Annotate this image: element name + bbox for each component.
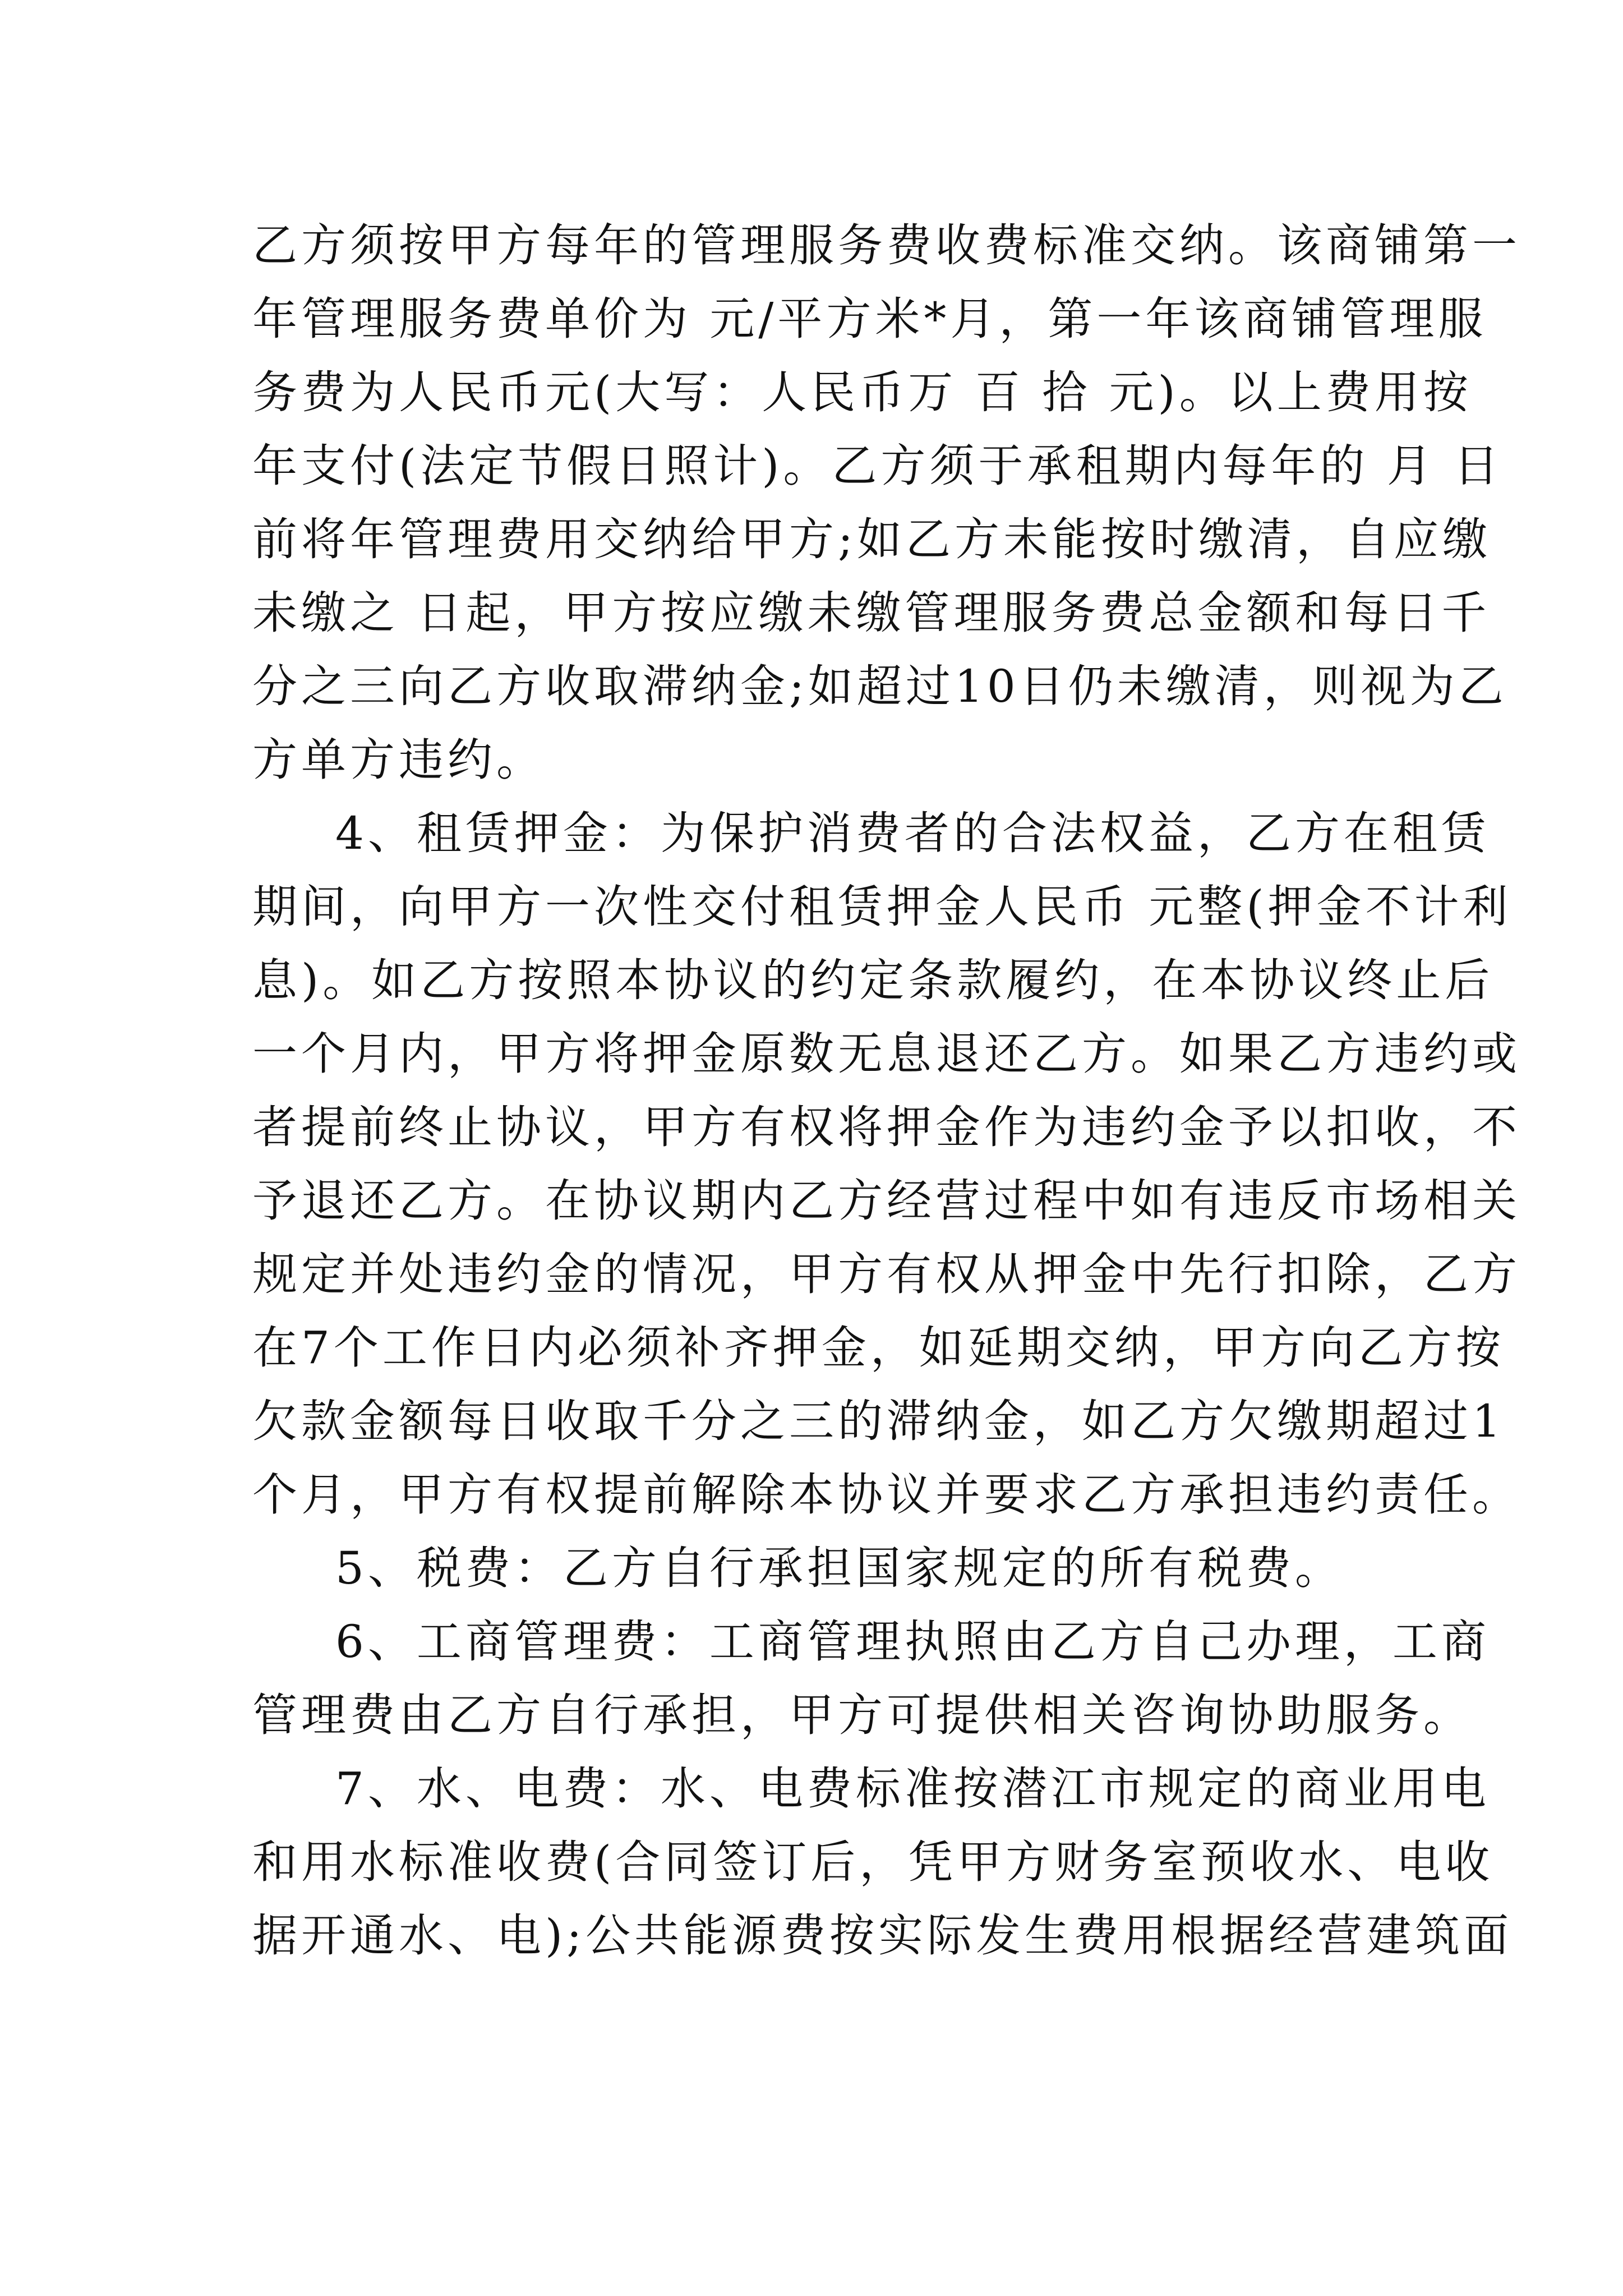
paragraph-line: 年支付(法定节假日照计)。乙方须于承租期内每年的 月 日 — [252, 440, 1503, 492]
paragraph-line: 欠款金额每日收取千分之三的滞纳金，如乙方欠缴期超过1 — [252, 1395, 1505, 1447]
paragraph-line: 6、工商管理费：工商管理执照由乙方自己办理，工商 — [335, 1616, 1490, 1668]
paragraph-line: 据开通水、电);公共能源费按实际发生费用根据经营建筑面 — [252, 1910, 1513, 1962]
paragraph-line: 务费为人民币元(大写：人民币万 百 拾 元)。以上费用按 — [252, 366, 1472, 418]
paragraph-line: 规定并处违约金的情况，甲方有权从押金中先行扣除，乙方 — [252, 1248, 1521, 1300]
paragraph-line: 未缴之 日起，甲方按应缴未缴管理服务费总金额和每日千 — [252, 587, 1491, 639]
paragraph-line: 前将年管理费用交纳给甲方;如乙方未能按时缴清，自应缴 — [252, 513, 1491, 565]
paragraph-line: 个月，甲方有权提前解除本协议并要求乙方承担违约责任。 — [252, 1469, 1521, 1521]
paragraph-line: 和用水标准收费(合同签订后，凭甲方财务室预收水、电收 — [252, 1836, 1494, 1888]
paragraph-line: 在7个工作日内必须补齐押金，如延期交纳，甲方向乙方按 — [252, 1322, 1505, 1374]
paragraph-line: 5、税费：乙方自行承担国家规定的所有税费。 — [335, 1542, 1344, 1594]
paragraph-line: 4、租赁押金：为保护消费者的合法权益，乙方在租赁 — [335, 807, 1490, 859]
paragraph-line: 乙方须按甲方每年的管理服务费收费标准交纳。该商铺第一 — [252, 219, 1521, 272]
paragraph-line: 一个月内，甲方将押金原数无息退还乙方。如果乙方违约或 — [252, 1028, 1521, 1080]
paragraph-line: 予退还乙方。在协议期内乙方经营过程中如有违反市场相关 — [252, 1175, 1521, 1227]
paragraph-line: 年管理服务费单价为 元/平方米*月，第一年该商铺管理服 — [252, 293, 1487, 345]
paragraph-line: 息)。如乙方按照本协议的约定条款履约，在本协议终止后 — [252, 954, 1494, 1006]
paragraph-line: 方单方违约。 — [252, 734, 545, 786]
paragraph-line: 7、水、电费：水、电费标准按潜江市规定的商业用电 — [335, 1763, 1490, 1815]
paragraph-line: 分之三向乙方收取滞纳金;如超过10日仍未缴清，则视为乙 — [252, 660, 1507, 712]
paragraph-line: 期间，向甲方一次性交付租赁押金人民币 元整(押金不计利 — [252, 881, 1512, 933]
paragraph-line: 者提前终止协议，甲方有权将押金作为违约金予以扣收，不 — [252, 1101, 1521, 1153]
paragraph-line: 管理费由乙方自行承担，甲方可提供相关咨询协助服务。 — [252, 1689, 1472, 1741]
